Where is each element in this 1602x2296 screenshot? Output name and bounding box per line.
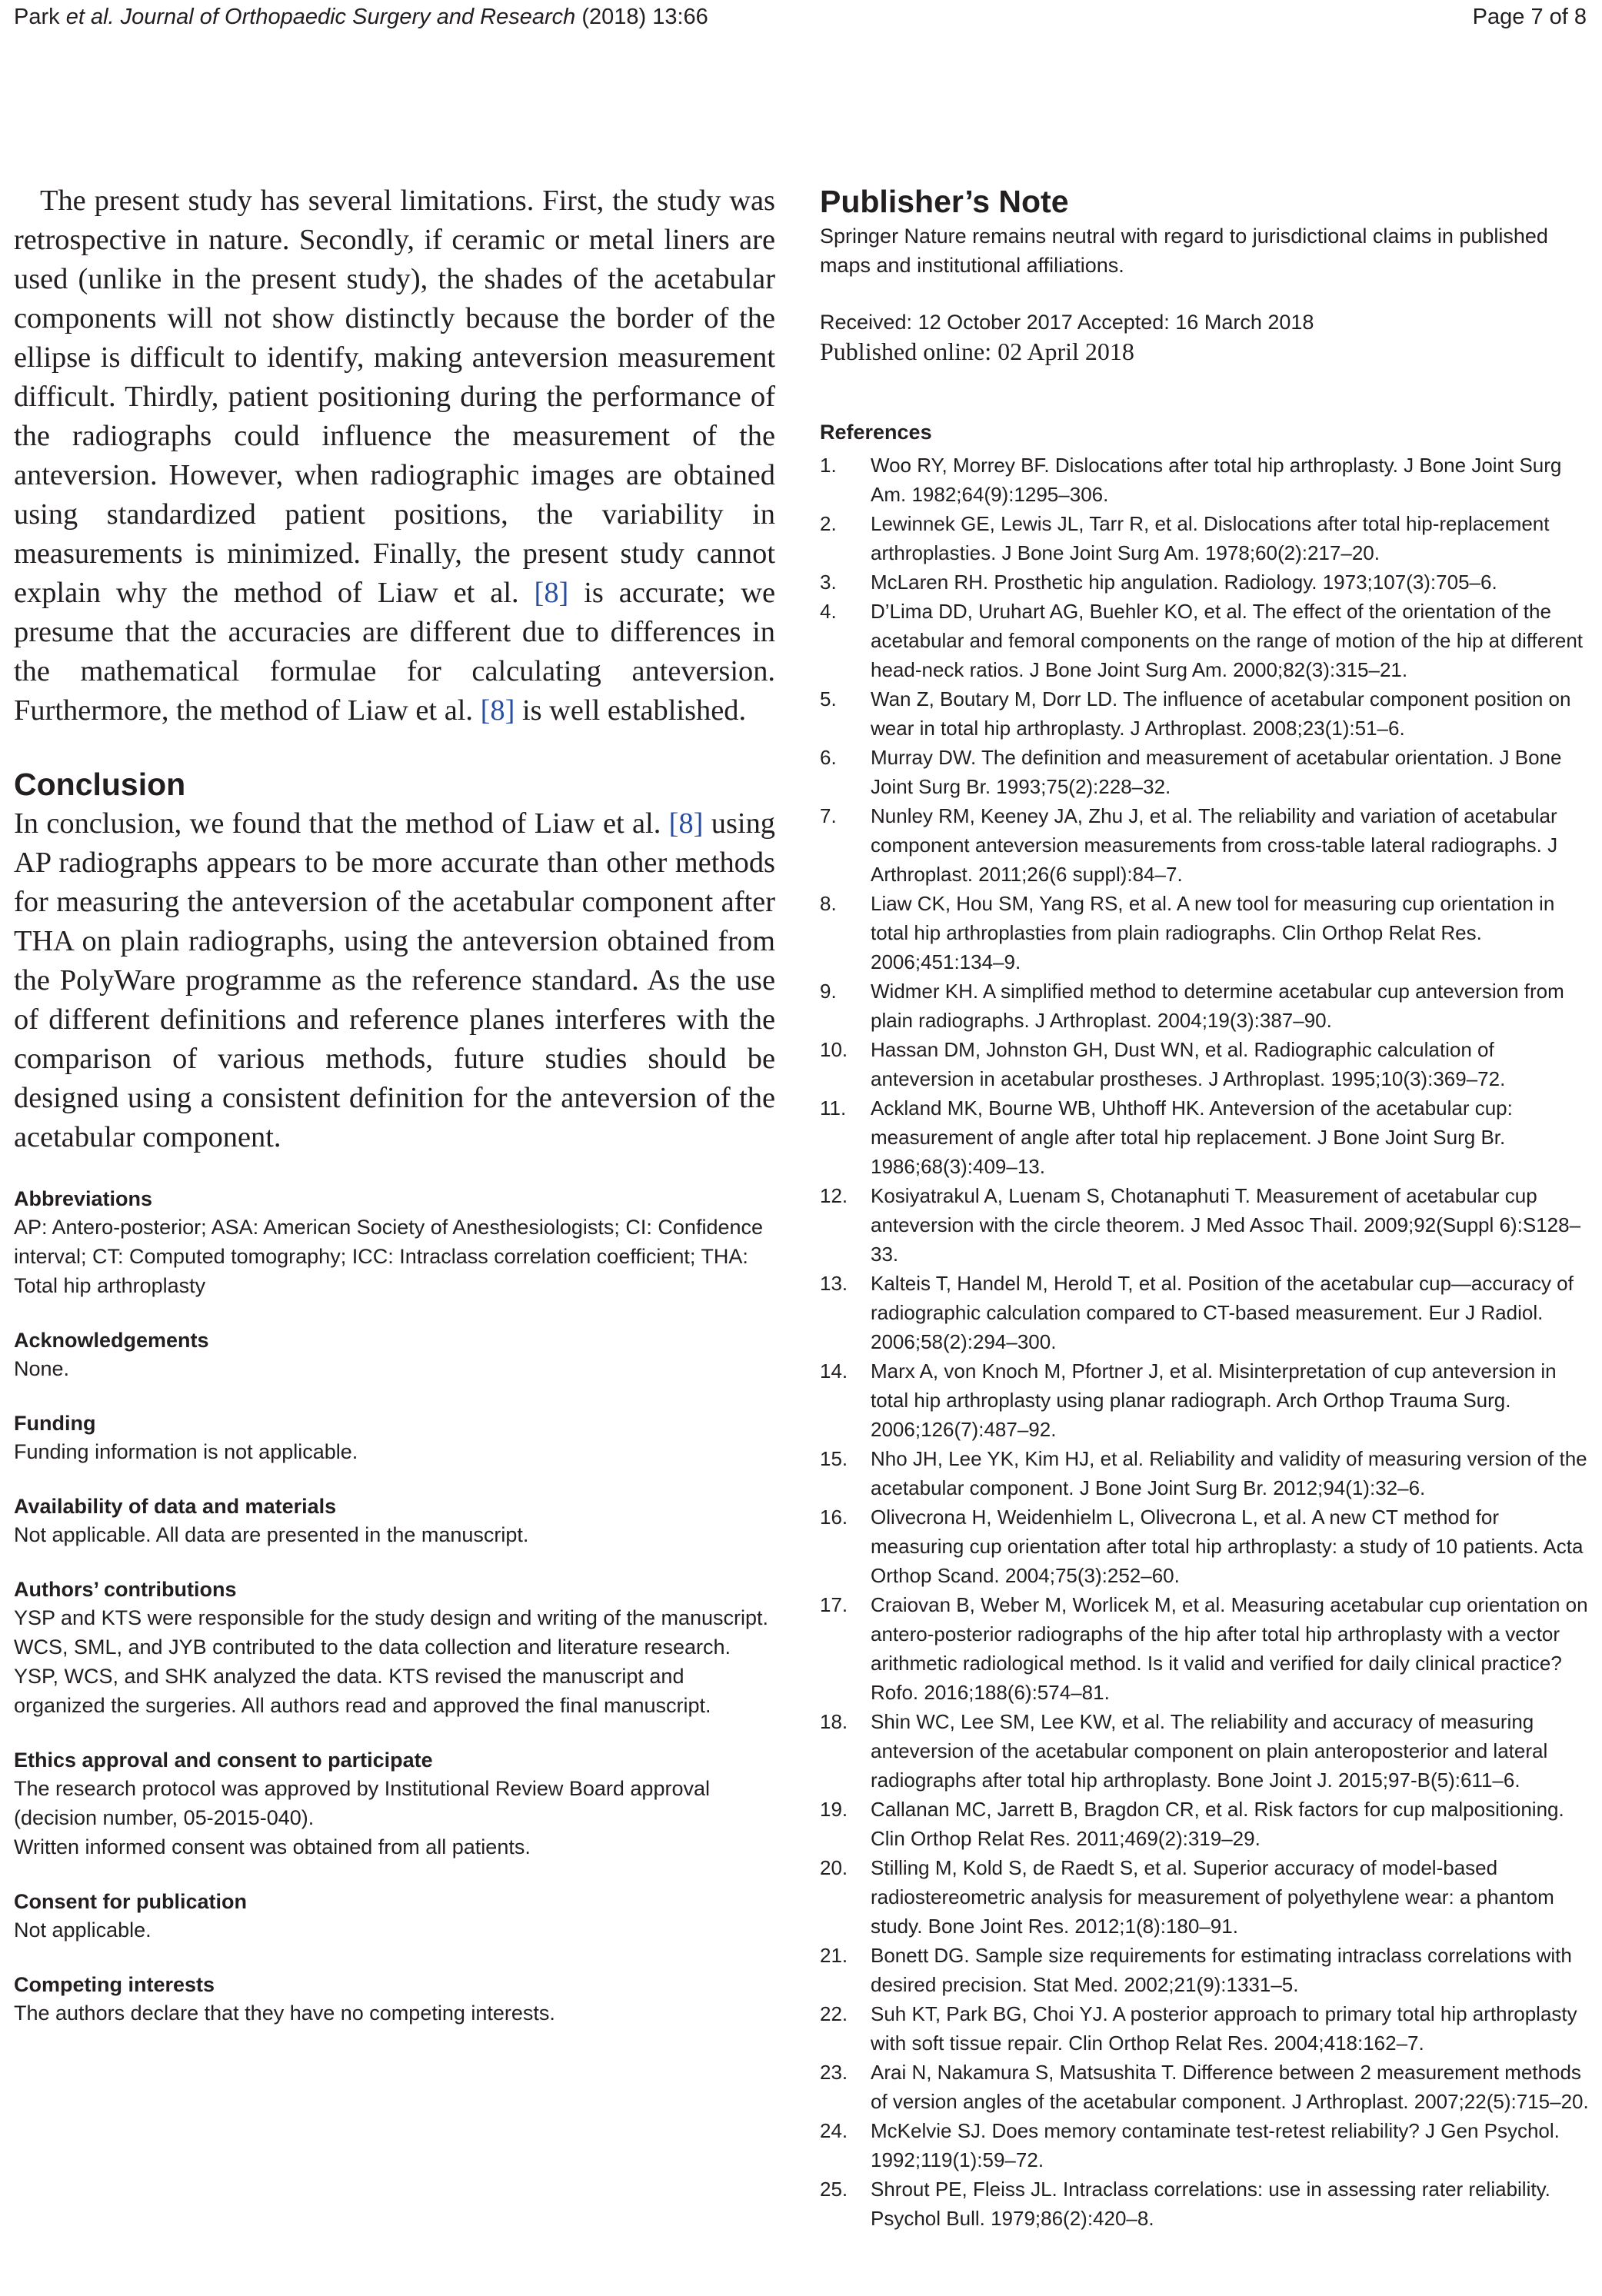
header-etal: et al. bbox=[65, 5, 115, 29]
citation-link-8[interactable]: [8] bbox=[668, 807, 704, 840]
reference-number: 5. bbox=[820, 687, 837, 710]
reference-text: Marx A, von Knoch M, Pfortner J, et al. Misinterpretation of cup anteversion in total hip arthroplasty using planar radiograph. Arch Orthop Trauma Surg. 2006;126(7):487–92. bbox=[871, 1359, 1557, 1441]
availability-heading: Availability of data and materials bbox=[14, 1495, 337, 1518]
reference-number: 19. bbox=[820, 1798, 848, 1821]
competing-section bbox=[14, 1971, 775, 2028]
conclusion-body bbox=[14, 804, 775, 1157]
limitations-text-a: The present study has several limitations. First, the study was retrospective in nature. Secondly, if ceramic or metal liners are used (unlike in the present study), the shades of the acetabular components will not show distinctly because the border of the ellipse is difficult to identify, making anteversion measurement difficult. Thirdly, patient positioning during the performance of the radiographs could influence the measurement of the anteversion. However, when radiographic images are obtained using standardized patient positions, the variability in measurements is minimized. Finally, the present study cannot explain why the method of Liaw et al. bbox=[14, 185, 775, 609]
reference-text: Hassan DM, Johnston GH, Dust WN, et al. Radiographic calculation of anteversion in acetabular prostheses. J Arthroplast. 1995;10(3):369–72. bbox=[871, 1038, 1506, 1090]
acknowledgements-section bbox=[14, 1326, 775, 1383]
reference-text: McKelvie SJ. Does memory contaminate test-retest reliability? J Gen Psychol. 1992;119(1):59–72. bbox=[871, 2119, 1560, 2171]
contributions-heading: Authors’ contributions bbox=[14, 1578, 237, 1601]
reference-number: 4. bbox=[820, 600, 837, 623]
reference-number: 6. bbox=[820, 746, 837, 769]
reference-number: 13. bbox=[820, 1272, 848, 1295]
reference-text: D’Lima DD, Uruhart AG, Buehler KO, et al. The effect of the orientation of the acetabular and femoral components on the range of motion of the hip at different head-neck ratios. J Bone Joint Surg Am. 2000;82(3):315–21. bbox=[871, 600, 1584, 681]
publisher-note-text: Springer Nature remains neutral with regard to jurisdictional claims in published maps and institutional affiliations. bbox=[820, 225, 1548, 277]
reference-number: 21. bbox=[820, 1944, 848, 1967]
reference-number: 9. bbox=[820, 980, 837, 1003]
competing-heading: Competing interests bbox=[14, 1973, 215, 1996]
reference-item bbox=[820, 1941, 1589, 1999]
reference-text: Craiovan B, Weber M, Worlicek M, et al. Measuring acetabular cup orientation on antero-posterior radiographs of the hip after total hip arthroplasty with a vector arithmetic radiological method. Is it valid and verified for daily clinical practice? Rofo. 2016;188(6):574–81. bbox=[871, 1593, 1588, 1704]
reference-number: 16. bbox=[820, 1506, 848, 1529]
limitations-paragraph bbox=[14, 181, 775, 730]
reference-text: Woo RY, Morrey BF. Dislocations after total hip arthroplasty. J Bone Joint Surg Am. 1982;64(9):1295–306. bbox=[871, 454, 1562, 506]
conclusion-section bbox=[14, 764, 775, 1157]
reference-item bbox=[820, 1356, 1589, 1444]
reference-text: Bonett DG. Sample size requirements for estimating intraclass correlations with desired precision. Stat Med. 2002;21(9):1331–5. bbox=[871, 1944, 1572, 1996]
consent-heading: Consent for publication bbox=[14, 1890, 247, 1913]
funding-section bbox=[14, 1409, 775, 1466]
reference-item bbox=[820, 567, 1589, 597]
limitations-text-b: is accurate; we presume that the accuracies are different due to differences in the mathematical formulae for calculating anteversion. Furthermore, the method of Liaw et al. bbox=[14, 577, 775, 727]
reference-item bbox=[820, 1590, 1589, 1707]
reference-number: 18. bbox=[820, 1710, 848, 1733]
reference-item bbox=[820, 2116, 1589, 2175]
conclusion-heading: Conclusion bbox=[14, 767, 186, 802]
reference-item bbox=[820, 1269, 1589, 1356]
references-section bbox=[820, 418, 1589, 2233]
contributions-section bbox=[14, 1576, 775, 1720]
reference-number: 11. bbox=[820, 1096, 847, 1120]
reference-item bbox=[820, 1502, 1589, 1590]
reference-number: 2. bbox=[820, 512, 837, 535]
reference-text: Stilling M, Kold S, de Raedt S, et al. Superior accuracy of model-based radiostereometric analysis for measurement of polyethylene wear: a phantom study. Bone Joint Res. 2012;1(8):180–91. bbox=[871, 1856, 1554, 1938]
citation-link-8[interactable]: [8] bbox=[480, 694, 515, 727]
reference-text: Nho JH, Lee YK, Kim HJ, et al. Reliability and validity of measuring version of the acetabular component. J Bone Joint Surg Br. 2012;94(1):32–6. bbox=[871, 1447, 1587, 1499]
reference-item bbox=[820, 1035, 1589, 1093]
conclusion-text-b: using AP radiographs appears to be more accurate than other methods for measuring the anteversion of the acetabular component after THA on plain radiographs, using the anteversion obtained from the PolyWare programme as the reference standard. As the use of different definitions and reference planes interferes with the comparison of various methods, future studies should be designed using a consistent definition for the anteversion of the acetabular component. bbox=[14, 807, 775, 1153]
funding-text: Funding information is not applicable. bbox=[14, 1440, 358, 1463]
reference-item bbox=[820, 1999, 1589, 2058]
left-column bbox=[14, 181, 775, 2028]
abbreviations-section bbox=[14, 1185, 775, 1300]
reference-text: Ackland MK, Bourne WB, Uhthoff HK. Anteversion of the acetabular cup: measurement of angle after total hip replacement. J Bone Joint Surg Br. 1986;68(3):409–13. bbox=[871, 1096, 1513, 1178]
header-citation: (2018) 13:66 bbox=[581, 5, 708, 29]
reference-item bbox=[820, 451, 1589, 509]
published-online-date: Published online: 02 April 2018 bbox=[820, 338, 1134, 365]
header-authors: Park bbox=[14, 5, 60, 29]
reference-text: Lewinnek GE, Lewis JL, Tarr R, et al. Dislocations after total hip-replacement arthroplasties. J Bone Joint Surg Am. 1978;60(2):217–20. bbox=[871, 512, 1550, 564]
page-number: Page 7 of 8 bbox=[1472, 5, 1587, 29]
references-heading: References bbox=[820, 421, 932, 444]
reference-item bbox=[820, 1795, 1589, 1853]
reference-text: Suh KT, Park BG, Choi YJ. A posterior approach to primary total hip arthroplasty with soft tissue repair. Clin Orthop Relat Res. 2004;418:162–7. bbox=[871, 2002, 1577, 2055]
declarations bbox=[14, 1185, 775, 2028]
publisher-note-heading: Publisher’s Note bbox=[820, 184, 1069, 219]
contributions-text: YSP and KTS were responsible for the study design and writing of the manuscript. WCS, SML, and JYB contributed to the data collection and literature research. YSP, WCS, and SHK analyzed the data. KTS revised the manuscript and organized the surgeries. All authors read and approved the final manuscript. bbox=[14, 1606, 769, 1717]
reference-item bbox=[820, 1444, 1589, 1502]
reference-item bbox=[820, 743, 1589, 801]
reference-number: 10. bbox=[820, 1038, 848, 1061]
reference-text: Nunley RM, Keeney JA, Zhu J, et al. The reliability and variation of acetabular component anteversion measurements from cross-table lateral radiographs. J Arthroplast. 2011;26(6 suppl):84–7. bbox=[871, 804, 1558, 886]
reference-number: 1. bbox=[820, 454, 837, 477]
received-accepted-dates: Received: 12 October 2017 Accepted: 16 March 2018 bbox=[820, 311, 1314, 334]
consent-text: Not applicable. bbox=[14, 1918, 152, 1942]
funding-heading: Funding bbox=[14, 1412, 96, 1435]
reference-text: Kalteis T, Handel M, Herold T, et al. Position of the acetabular cup—accuracy of radiographic calculation compared to CT-based measurement. Eur J Radiol. 2006;58(2):294–300. bbox=[871, 1272, 1574, 1353]
reference-number: 3. bbox=[820, 571, 837, 594]
abbreviations-heading: Abbreviations bbox=[14, 1187, 153, 1210]
reference-number: 24. bbox=[820, 2119, 848, 2142]
reference-text: Kosiyatrakul A, Luenam S, Chotanaphuti T. Measurement of acetabular cup anteversion with the circle theorem. J Med Assoc Thail. 2009;92(Suppl 6):S128–33. bbox=[871, 1184, 1581, 1266]
reference-item bbox=[820, 1707, 1589, 1795]
reference-number: 17. bbox=[820, 1593, 848, 1616]
reference-item bbox=[820, 1853, 1589, 1941]
header-journal: Journal of Orthopaedic Surgery and Research bbox=[120, 5, 576, 29]
reference-item bbox=[820, 889, 1589, 977]
abbreviations-text: AP: Antero-posterior; ASA: American Society of Anesthesiologists; CI: Confidence interval; CT: Computed tomography; ICC: Intraclass correlation coefficient; THA: Total hip arthroplasty bbox=[14, 1216, 764, 1297]
acknowledgements-text: None. bbox=[14, 1357, 70, 1380]
limitations-section bbox=[14, 181, 775, 730]
reference-item bbox=[820, 977, 1589, 1035]
reference-number: 7. bbox=[820, 804, 837, 827]
reference-text: Wan Z, Boutary M, Dorr LD. The influence of acetabular component position on wear in total hip arthroplasty. J Arthroplast. 2008;23(1):51–6. bbox=[871, 687, 1571, 740]
conclusion-text-a: In conclusion, we found that the method of Liaw et al. bbox=[14, 807, 669, 840]
availability-section bbox=[14, 1492, 775, 1549]
conclusion-paragraph bbox=[14, 804, 775, 1157]
reference-item bbox=[820, 509, 1589, 567]
reference-text: Widmer KH. A simplified method to determine acetabular cup anteversion from plain radiographs. J Arthroplast. 2004;19(3):387–90. bbox=[871, 980, 1564, 1032]
availability-text: Not applicable. All data are presented in the manuscript. bbox=[14, 1523, 529, 1546]
reference-item bbox=[820, 597, 1589, 684]
reference-text: McLaren RH. Prosthetic hip angulation. Radiology. 1973;107(3):705–6. bbox=[871, 571, 1497, 594]
reference-text: Murray DW. The definition and measurement of acetabular orientation. J Bone Joint Surg Br. 1993;75(2):228–32. bbox=[871, 746, 1562, 798]
article-dates bbox=[820, 308, 1589, 366]
ethics-heading: Ethics approval and consent to participate bbox=[14, 1749, 433, 1772]
running-header bbox=[0, 0, 1602, 35]
acknowledgements-heading: Acknowledgements bbox=[14, 1329, 209, 1352]
reference-text: Callanan MC, Jarrett B, Bragdon CR, et al. Risk factors for cup malpositioning. Clin Orthop Relat Res. 2011;469(2):319–29. bbox=[871, 1798, 1564, 1850]
reference-number: 8. bbox=[820, 892, 837, 915]
reference-text: Liaw CK, Hou SM, Yang RS, et al. A new tool for measuring cup orientation in total hip arthroplasties from plain radiographs. Clin Orthop Relat Res. 2006;451:134–9. bbox=[871, 892, 1555, 973]
ethics-text-b: Written informed consent was obtained from all patients. bbox=[14, 1835, 531, 1858]
reference-list bbox=[820, 451, 1589, 2233]
reference-number: 22. bbox=[820, 2002, 848, 2025]
reference-number: 14. bbox=[820, 1359, 848, 1383]
reference-item bbox=[820, 684, 1589, 743]
limitations-text-c: is well established. bbox=[515, 694, 747, 727]
reference-number: 25. bbox=[820, 2178, 848, 2201]
citation-link-8[interactable]: [8] bbox=[534, 577, 569, 609]
reference-item bbox=[820, 1093, 1589, 1181]
reference-text: Shin WC, Lee SM, Lee KW, et al. The reliability and accuracy of measuring anteversion of the acetabular component on plain anteroposterior and lateral radiographs after total hip arthroplasty. Bone Joint J. 2015;97-B(5):611–6. bbox=[871, 1710, 1548, 1792]
reference-number: 20. bbox=[820, 1856, 848, 1879]
reference-number: 15. bbox=[820, 1447, 848, 1470]
competing-text: The authors declare that they have no competing interests. bbox=[14, 2002, 555, 2025]
publisher-note-section bbox=[820, 181, 1589, 280]
ethics-section bbox=[14, 1746, 775, 1862]
reference-item bbox=[820, 2058, 1589, 2116]
reference-number: 12. bbox=[820, 1184, 848, 1207]
reference-item bbox=[820, 1181, 1589, 1269]
reference-number: 23. bbox=[820, 2061, 848, 2084]
reference-text: Olivecrona H, Weidenhielm L, Olivecrona L, et al. A new CT method for measuring cup orientation after total hip arthroplasty: a study of 10 patients. Acta Orthop Scand. 2004;75(3):252–60. bbox=[871, 1506, 1584, 1587]
journal-citation bbox=[14, 5, 708, 30]
right-column bbox=[820, 181, 1589, 2233]
reference-text: Shrout PE, Fleiss JL. Intraclass correlations: use in assessing rater reliability. Psychol Bull. 1979;86(2):420–8. bbox=[871, 2178, 1550, 2230]
reference-item bbox=[820, 801, 1589, 889]
ethics-text-a: The research protocol was approved by Institutional Review Board approval (decision number, 05-2015-040). bbox=[14, 1777, 710, 1829]
reference-item bbox=[820, 2175, 1589, 2233]
reference-text: Arai N, Nakamura S, Matsushita T. Difference between 2 measurement methods of version angles of the acetabular component. J Arthroplast. 2007;22(5):715–20. bbox=[871, 2061, 1589, 2113]
consent-section bbox=[14, 1888, 775, 1945]
